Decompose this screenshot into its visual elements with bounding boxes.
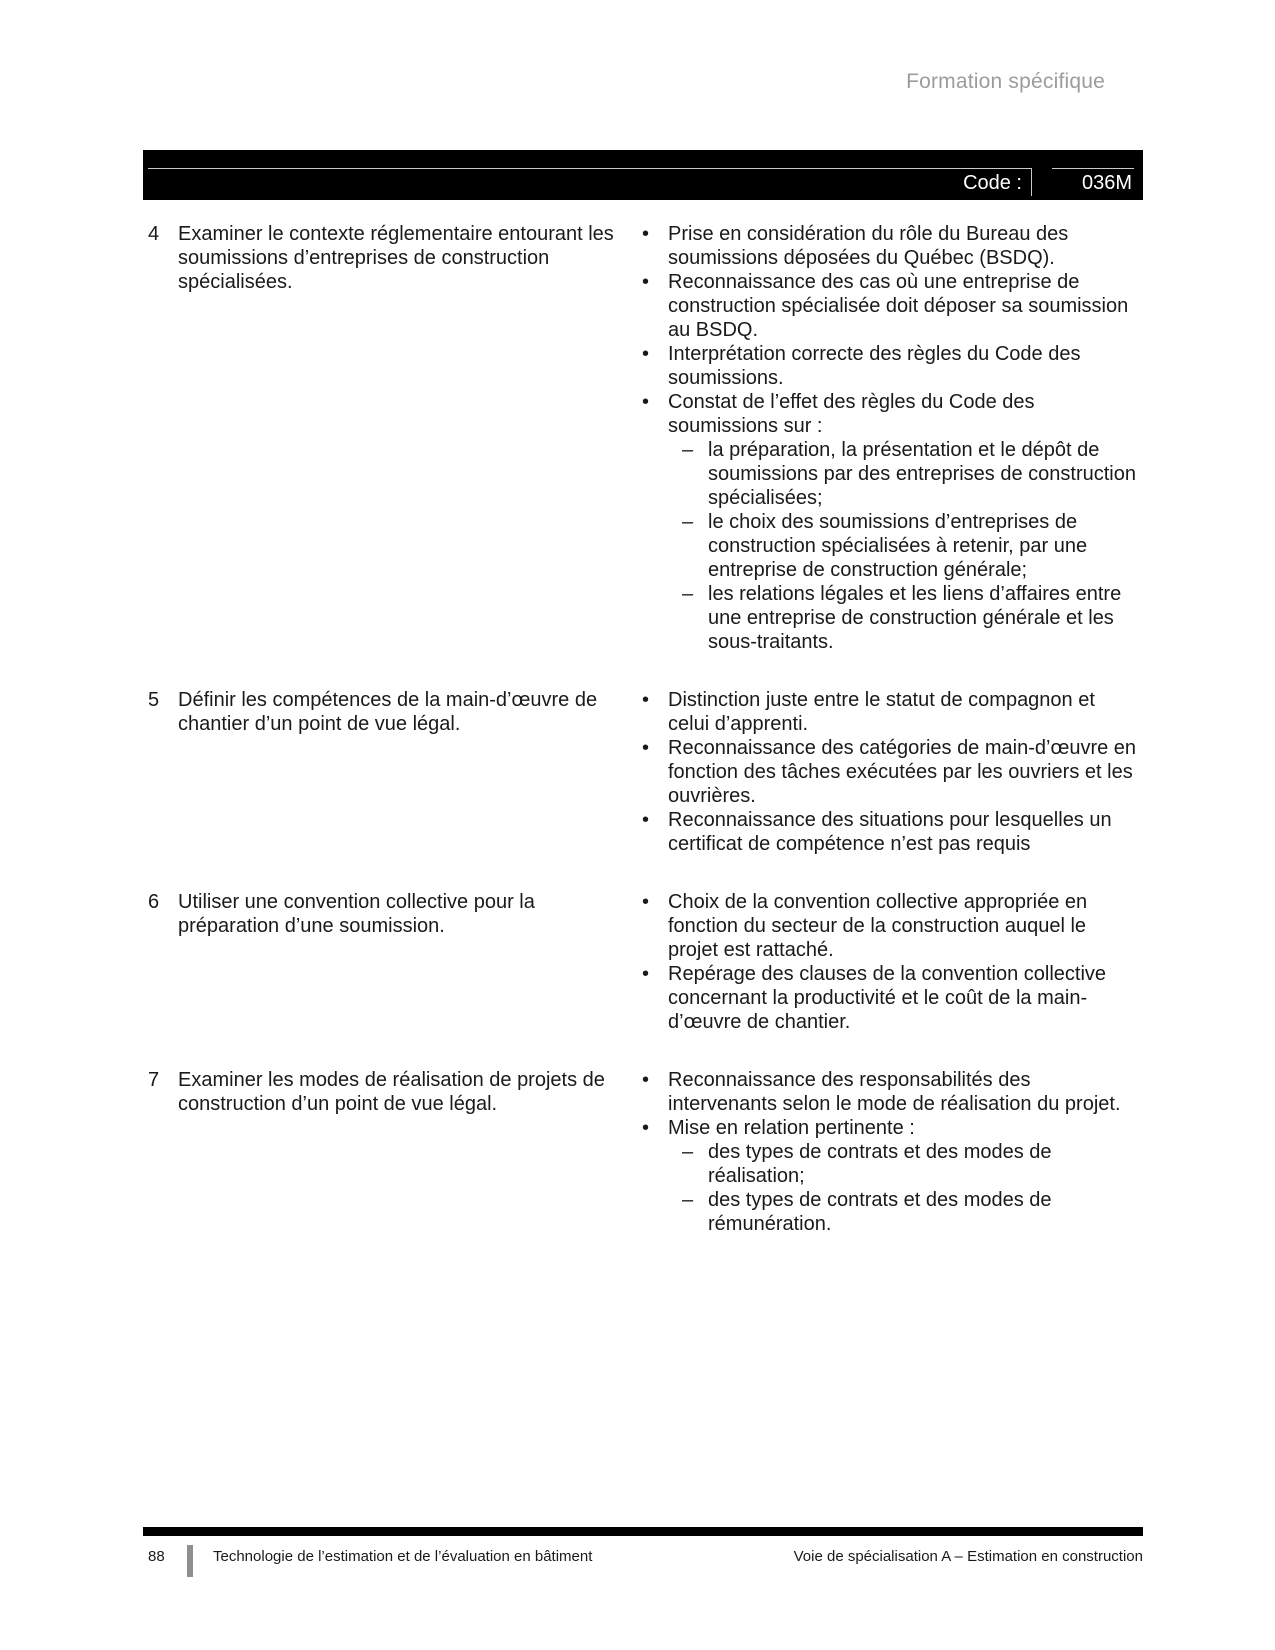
criterion-text: Reconnaissance des situations pour lesquelles un certificat de compétence n’est pas requis	[668, 809, 1112, 855]
dash-marker: –	[682, 1141, 694, 1163]
criterion-bullet-item	[640, 222, 1138, 270]
criterion-text: le choix des soumissions d’entreprises de construction spécialisées à retenir, par une entreprise de construction générale;	[708, 511, 1088, 581]
bullet-marker: •	[642, 737, 650, 759]
criterion-text: la préparation, la présentation et le dépôt de soumissions par des entreprises de construction spécialisées;	[708, 439, 1136, 509]
criterion-dash-item	[640, 1188, 1138, 1236]
criterion-bullet-item	[640, 890, 1138, 962]
objective-number: 5	[148, 689, 160, 711]
footer-document-title: Technologie de l’estimation et de l’évaluation en bâtiment	[213, 1548, 593, 1565]
criterion-dash-item	[640, 510, 1138, 582]
objectives-list	[143, 222, 1148, 1270]
criterion-text: Prise en considération du rôle du Bureau des soumissions déposées du Québec (BSDQ).	[668, 223, 1069, 269]
criterion-bullet-item	[640, 962, 1138, 1034]
criterion-bullet-item	[640, 390, 1138, 438]
criterion-text: Reconnaissance des catégories de main-d’œuvre en fonction des tâches exécutées par les ouvriers et les ouvrières.	[668, 737, 1137, 807]
criterion-dash-item	[640, 582, 1138, 654]
objective-cell	[143, 890, 623, 938]
dash-marker: –	[682, 511, 694, 533]
code-value: 036M	[1081, 172, 1132, 194]
criterion-dash-item	[640, 438, 1138, 510]
criterion-bullet-item	[640, 270, 1138, 342]
criterion-bullet-item	[640, 736, 1138, 808]
criterion-text: Reconnaissance des cas où une entreprise de construction spécialisée doit déposer sa soumission au BSDQ.	[668, 271, 1129, 341]
objective-number: 4	[148, 223, 160, 245]
footer-divider	[187, 1545, 193, 1577]
criteria-cell	[640, 890, 1138, 1034]
bullet-marker: •	[642, 1117, 650, 1139]
criterion-bullet-item	[640, 688, 1138, 736]
objective-number: 6	[148, 891, 160, 913]
criterion-dash-item	[640, 1140, 1138, 1188]
bullet-marker: •	[642, 391, 650, 413]
objective-text: Examiner le contexte réglementaire entourant les soumissions d’entreprises de construction spécialisées.	[178, 223, 614, 293]
criterion-text: Mise en relation pertinente :	[668, 1117, 915, 1139]
criterion-bullet-item	[640, 1068, 1138, 1116]
objective-text: Examiner les modes de réalisation de projets de construction d’un point de vue légal.	[178, 1069, 605, 1115]
code-bar-rule-right	[1052, 168, 1134, 169]
objective-number: 7	[148, 1069, 160, 1091]
objective-row	[143, 688, 1148, 856]
objective-row	[143, 1068, 1148, 1236]
objective-row	[143, 222, 1148, 654]
objective-row	[143, 890, 1148, 1034]
criteria-cell	[640, 1068, 1138, 1236]
criterion-bullet-item	[640, 342, 1138, 390]
criterion-text: les relations légales et les liens d’affaires entre une entreprise de construction générale et les sous-traitants.	[708, 583, 1122, 653]
criterion-text: Repérage des clauses de la convention collective concernant la productivité et le coût de la main-d’œuvre de chantier.	[668, 963, 1107, 1033]
dash-marker: –	[682, 583, 694, 605]
criterion-text: Reconnaissance des responsabilités des intervenants selon le mode de réalisation du projet.	[668, 1069, 1121, 1115]
code-bar-separator	[1031, 168, 1032, 196]
objective-cell	[143, 688, 623, 736]
bullet-marker: •	[642, 689, 650, 711]
footer-section-title: Voie de spécialisation A – Estimation en construction	[793, 1548, 1143, 1565]
code-label: Code :	[963, 172, 1022, 194]
bullet-marker: •	[642, 271, 650, 293]
bullet-marker: •	[642, 223, 650, 245]
objective-text: Utiliser une convention collective pour la préparation d’une soumission.	[178, 891, 535, 937]
dash-marker: –	[682, 439, 694, 461]
code-bar	[143, 150, 1143, 200]
dash-marker: –	[682, 1189, 694, 1211]
page-number: 88	[148, 1548, 165, 1565]
criterion-text: Constat de l’effet des règles du Code des soumissions sur :	[668, 391, 1035, 437]
code-bar-rule-left	[148, 168, 1031, 169]
bullet-marker: •	[642, 963, 650, 985]
bullet-marker: •	[642, 809, 650, 831]
running-head: Formation spécifique	[906, 70, 1105, 93]
criterion-text: Distinction juste entre le statut de compagnon et celui d’apprenti.	[668, 689, 1095, 735]
criterion-bullet-item	[640, 808, 1138, 856]
criterion-text: des types de contrats et des modes de réalisation;	[708, 1141, 1052, 1187]
criterion-bullet-item	[640, 1116, 1138, 1140]
bullet-marker: •	[642, 343, 650, 365]
criterion-text: des types de contrats et des modes de rémunération.	[708, 1189, 1052, 1235]
objective-text: Définir les compétences de la main-d’œuvre de chantier d’un point de vue légal.	[178, 689, 598, 735]
bullet-marker: •	[642, 891, 650, 913]
criterion-text: Choix de la convention collective appropriée en fonction du secteur de la construction auquel le projet est rattaché.	[668, 891, 1088, 961]
objective-cell	[143, 1068, 623, 1116]
criteria-cell	[640, 222, 1138, 654]
criteria-cell	[640, 688, 1138, 856]
footer-rule	[143, 1527, 1143, 1536]
bullet-marker: •	[642, 1069, 650, 1091]
objective-cell	[143, 222, 623, 294]
criterion-text: Interprétation correcte des règles du Code des soumissions.	[668, 343, 1081, 389]
